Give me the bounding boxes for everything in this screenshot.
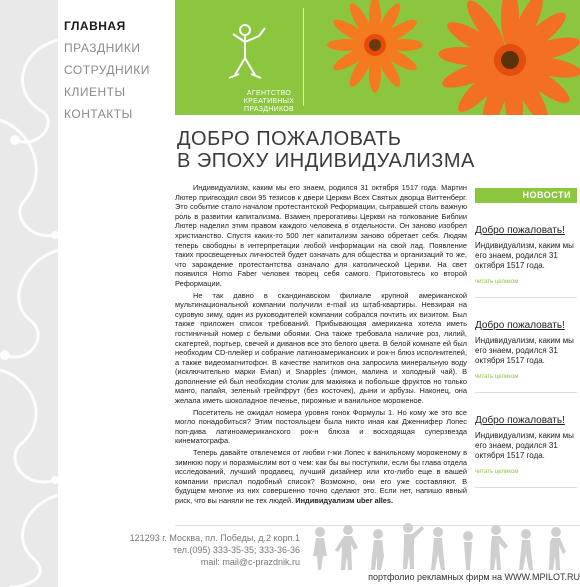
news-divider xyxy=(475,297,577,298)
news-header: НОВОСТИ xyxy=(475,188,577,203)
footer-contacts xyxy=(120,532,300,568)
agency-logo[interactable] xyxy=(205,20,295,113)
article-body xyxy=(175,183,467,508)
decorative-ornament xyxy=(0,0,58,587)
swirl-ornament-icon xyxy=(0,0,58,587)
news-item-text: Индивидуализм, каким мы его знаем, родился 31 октября 1517 года. xyxy=(475,431,574,460)
read-more-link[interactable]: читать целиком xyxy=(475,469,519,475)
logo-line-2: КРЕАТИВНЫХ xyxy=(243,98,295,105)
article-paragraph: Посетитель не ожидал номера уровня гонок Формулы 1. Но кому же это все могло понадобиться? Этим постояльцем была никто иная как Дженнифер Лопес поп-дива латиноамериканского рок-н блюза и восходящая суперзвезда кинематографа. xyxy=(175,407,467,446)
nav-item-clients[interactable]: КЛИЕНТЫ xyxy=(64,85,126,99)
footer-email-link[interactable]: mail: mail@c-prazdnik.ru xyxy=(200,557,300,567)
news-divider xyxy=(475,487,577,488)
portfolio-caption: портфолио рекламных фирм на WWW.MPILOT.RU xyxy=(368,572,580,582)
news-item xyxy=(475,225,577,298)
article-paragraph xyxy=(175,448,467,506)
read-more-link[interactable]: читать целиком xyxy=(475,279,519,285)
logo-caption xyxy=(219,90,319,114)
footer-address: 121293 г. Москва, пл. Победы, д.2 корп.1 xyxy=(129,533,300,543)
gerbera-flowers-image xyxy=(305,0,580,115)
news-item xyxy=(475,320,577,393)
article-paragraph: Индивидуализм, каким мы его знаем, родился 31 октября 1517 года. Мартин Лютер пригвоздил свои 95 тезисов к двери Церкви Всех Святых дворца Виттенберг. Это событие стало началом протестантской Реформации, сыгравшей столь важную роль в развитии капитализма. Взамен прерогативы Церкви на толкование Библии Лютер наделил этим правом каждого человека в отдельности. Он заново изобрел христианство. Спустя каких-то 500 лет капитализм заново обретает себя. Людям теперь свободны в интерпретации любой информации на свой лад. Появление таких просвещенных личностей будет означать для общества и организаций то же, что зарождение протестантства означало для католической Церкви. На свет появился Homo Faber человек творец себя самого. Приготовьтесь ко второй Реформации. xyxy=(175,183,467,288)
news-item-title[interactable]: Добро пожаловать! xyxy=(475,320,565,331)
page-title xyxy=(177,128,477,172)
news-item-title[interactable]: Добро пожаловать! xyxy=(475,415,565,426)
banner-divider xyxy=(303,8,304,106)
news-item-text: Индивидуализм, каким мы его знаем, родился 31 октября 1517 года. xyxy=(475,336,574,365)
nav-item-staff[interactable]: СОТРУДНИКИ xyxy=(64,63,150,77)
article-paragraph: Не так давно в скандинавском филиале крупной американской мультинациональной компании получили e-mail из штаб-квартиры. Невзирая на суровую зиму, один из руководителей компании собрался почтить их визитом. Был также приложен список требований. Прибывающая американка хотела иметь гостиничный номер с белыми обоями. Она также требовала наличие роз, лилий, скатертей, портьер, свечей и диванов все это белого цвета. В белой комнате ей был необходим CD-плейер и собрание латиноамериканских и рок-н блюз исполнителей, а также видеомагнитофон. В качестве напитков она запросила минеральную воду (исключительно марки Evian) и Snapples (лимон, малина и холодный чай). В дополнение ей был необходим столик для макияжа и побольше фруктов но только манго, папайя, зеленый грейпфрут (без косточек), дыни и арбузы. Наконец, она желала иметь шоколадное печенье, пирожные и ванильное мороженое. xyxy=(175,290,467,406)
news-item-text: Индивидуализм, каким мы его знаем, родился 31 октября 1517 года. xyxy=(475,241,574,270)
main-nav xyxy=(64,18,174,128)
news-divider xyxy=(475,392,577,393)
read-more-link[interactable]: читать целиком xyxy=(475,374,519,380)
article-paragraph-text: Теперь давайте отвлечемся от любви г-жи Лопес к ванильному мороженому в зимнюю пору и поразмыслим вот о чем: как бы вы поступили, если бы глава отдела исследований, лучший продавец, лучший дизайнер или кто-либо еще в вашей компании прислал подобный список? Возможно, они его уже составляют. В будущем многие из них совершенно точно сделают это. Если нет, напишо явный риск, что вы наняли не тех людей. xyxy=(175,448,467,505)
header-banner xyxy=(175,0,580,115)
dancer-logo-icon xyxy=(205,20,285,90)
logo-line-1: АГЕНТСТВО xyxy=(246,90,292,97)
page-title-line-2: В ЭПОХУ ИНДИВИДУАЛИЗМА xyxy=(177,150,475,172)
news-item-title[interactable]: Добро пожаловать! xyxy=(475,225,565,236)
nav-item-holidays[interactable]: ПРАЗДНИКИ xyxy=(64,41,141,55)
news-sidebar xyxy=(475,188,577,488)
footer-phone: тел.(095) 333-35-35; 333-36-36 xyxy=(172,545,300,555)
nav-item-contacts[interactable]: КОНТАКТЫ xyxy=(64,107,133,121)
people-silhouettes-icon xyxy=(300,520,580,572)
nav-item-home[interactable]: ГЛАВНАЯ xyxy=(64,19,126,33)
logo-line-3: ПРАЗДНИКОВ xyxy=(244,106,294,113)
news-item xyxy=(475,415,577,488)
page-title-line-1: ДОБРО ПОЖАЛОВАТЬ xyxy=(177,128,402,150)
article-closing-bold: Индивидуализм uber alles. xyxy=(295,496,394,505)
